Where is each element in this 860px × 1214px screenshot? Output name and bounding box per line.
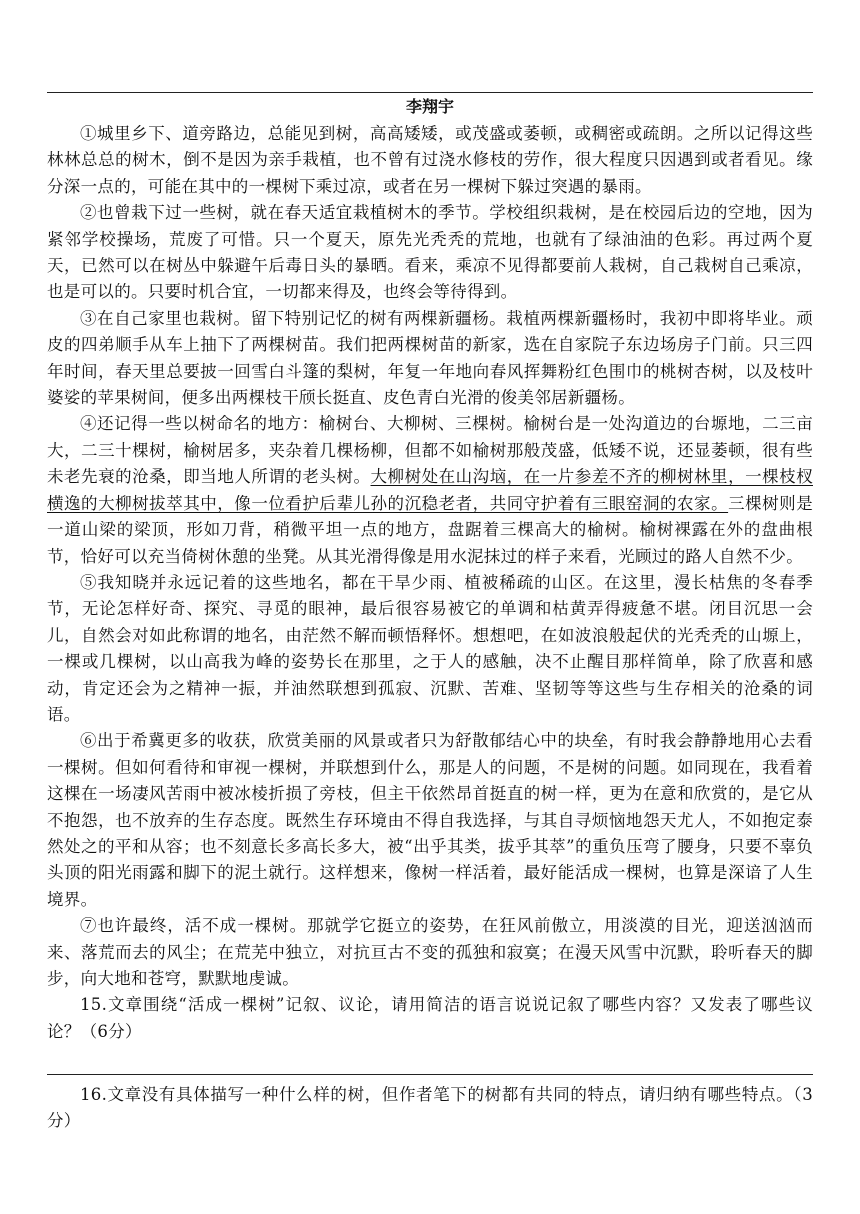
author-name: 李翔宇 xyxy=(405,97,454,116)
underlined-sentence: 大柳树处在山沟垴，在一片参差不齐的柳树林里，一棵枝杈横逸的大柳树拔萃其中，像一位看护后辈儿孙的沉稳老者，共同守护着有三眼窑洞的农家。 xyxy=(47,467,813,513)
paragraph-7 xyxy=(47,913,813,992)
question-16: 16.文章没有具体描写一种什么样的树，但作者笔下的树都有共同的特点，请归纳有哪些特点。（3分） xyxy=(47,1085,813,1131)
paragraph-text: ⑦也许最终，活不成一棵树。那就学它挺立的姿势，在狂风前傲立，用淡漠的目光，迎送汹汹而来、落荒而去的风尘；在荒芜中独立，对抗亘古不变的孤独和寂寞；在漫天风雪中沉默，聆听春天的脚步，向大地和苍穹，默默地虔诚。 xyxy=(47,916,813,988)
paragraph-3 xyxy=(47,306,813,412)
paragraph-text: ④还记得一些以树命名的地方：榆树台、大柳树、三棵树。榆树台是一处沟道边的台塬地，二三亩大，二三十棵树，榆树居多，夹杂着几棵杨柳，但都不如榆树那般茂盛，低矮不说，还显萎顿，很有些未老先衰的沧桑，即当地人所谓的老头树。 xyxy=(47,414,813,487)
article-body xyxy=(47,121,813,1045)
paragraph-2 xyxy=(47,200,813,306)
question-15: 15.文章围绕“活成一棵树”记叙、议论，请用简洁的语言说说记叙了哪些内容？又发表了哪些议论？（6分） xyxy=(47,995,813,1041)
paragraph-6 xyxy=(47,728,813,913)
paragraph-4 xyxy=(47,411,813,569)
question-16-block xyxy=(47,1082,813,1135)
answer-area-rule-line xyxy=(47,1074,813,1075)
top-rule-line xyxy=(47,92,813,93)
paragraph-1 xyxy=(47,121,813,200)
paragraph-text: ⑤我知晓并永远记着的这些地名，都在干旱少雨、植被稀疏的山区。在这里，漫长枯焦的冬春季节，无论怎样好奇、探究、寻觅的眼神，最后很容易被它的单调和枯黄弄得疲惫不堪。闭目沉思一会儿，自然会对如此称谓的地名，由茫然不解而顿悟释怀。想想吧，在如波浪般起伏的光秃秃的山塬上，一棵或几棵树，以山高我为峰的姿势长在那里，之于人的感触，决不止醒目那样简单，除了欣喜和感动，肯定还会为之精神一振，并油然联想到孤寂、沉默、苦难、坚韧等等这些与生存相关的沧桑的词语。 xyxy=(47,572,813,724)
paragraph-text: ①城里乡下、道旁路边，总能见到树，高高矮矮，或茂盛或萎顿，或稠密或疏朗。之所以记得这些林林总总的树木，倒不是因为亲手栽植，也不曾有过浇水修枝的劳作，很大程度只因遇到或者看见。缘分深一点的，可能在其中的一棵树下乘过凉，或者在另一棵树下躲过突遇的暴雨。 xyxy=(47,124,813,196)
paragraph-text: ②也曾栽下过一些树，就在春天适宜栽植树木的季节。学校组织栽树，是在校园后边的空地，因为紧邻学校操场，荒废了可惜。只一个夏天，原先光秃秃的荒地，也就有了绿油油的色彩。再过两个夏天，已然可以在树丛中躲避午后毒日头的暴晒。看来，乘凉不见得都要前人栽树，自己栽树自己乘凉，也是可以的。只要时机合宜，一切都来得及，也终会等待得到。 xyxy=(47,203,813,302)
paragraph-text: 三棵树则是一道山梁的梁顶，形如刀背，稍微平坦一点的地方，盘踞着三棵高大的榆树。榆树裸露在外的盘曲根节，恰好可以充当倚树休憩的坐凳。从其光滑得像是用水泥抹过的样子来看，光顾过的路人自然不少。 xyxy=(47,493,814,566)
paragraph-text: ③在自己家里也栽树。留下特别记忆的树有两棵新疆杨。栽植两棵新疆杨时，我初中即将毕业。顽皮的四弟顺手从车上抽下了两棵树苗。我们把两棵树苗的新家，选在自家院子东边场房子门前。只三四年时间，春天里总要披一回雪白斗篷的梨树，年复一年地向春风挥舞粉红色围巾的桃树杏树，以及枝叶婆娑的苹果树间，便多出两棵枝干颀长挺直、皮色青白光滑的俊美邻居新疆杨。 xyxy=(47,308,813,408)
paragraph-text: ⑥出于希冀更多的收获，欣赏美丽的风景或者只为舒散郁结心中的块垒，有时我会静静地用心去看一棵树。但如何看待和审视一棵树，并联想到什么，那是人的问题，不是树的问题。如同现在，我看着这棵在一场凄风苦雨中被冰棱折损了旁枝，但主干依然昂首挺直的树一样，更为在意和欣赏的，是它从不抱怨，也不放弃的生存态度。既然生存环境由不得自我选择，与其自寻烦恼地怨天尤人，不如抱定泰然处之的平和从容；也不刻意长多高长多大，被“出乎其类，拔乎其萃”的重负压弯了腰身，只要不辜负头顶的阳光雨露和脚下的泥土就行。这样想来，像树一样活着，最好能活成一棵树，也算是深谙了人生境界。 xyxy=(47,731,813,909)
paragraph-5 xyxy=(47,570,813,728)
